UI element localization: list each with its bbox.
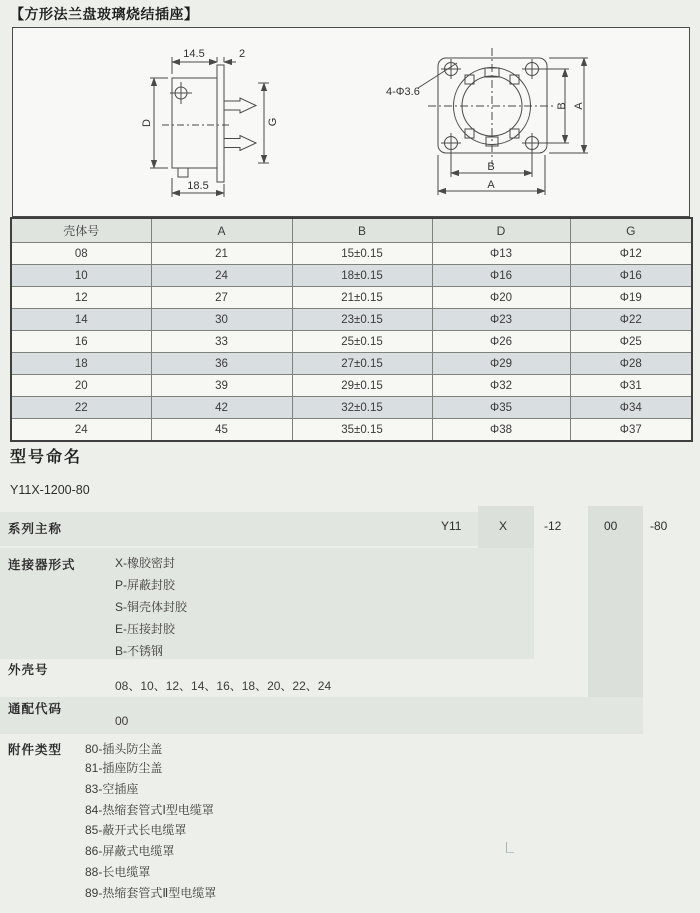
table-cell: 30 bbox=[151, 309, 292, 331]
side-view-drawing bbox=[118, 38, 323, 210]
table-cell: 18±0.15 bbox=[292, 265, 432, 287]
table-row bbox=[11, 331, 692, 353]
table-header-cell: 壳体号 bbox=[11, 218, 151, 243]
table-cell: Φ25 bbox=[570, 331, 692, 353]
table-cell: 42 bbox=[151, 397, 292, 419]
table-cell: Φ20 bbox=[432, 287, 570, 309]
connector-form-item: X-橡胶密封 bbox=[115, 556, 176, 570]
table-row bbox=[11, 397, 692, 419]
common-code-value: 00 bbox=[115, 714, 129, 728]
table-row bbox=[11, 375, 692, 397]
table-cell: 36 bbox=[151, 353, 292, 375]
table-row bbox=[11, 309, 692, 331]
table-cell: Φ16 bbox=[570, 265, 692, 287]
shell-no-values: 08、10、12、14、16、18、20、22、24 bbox=[115, 679, 332, 693]
dim-label-14-5: 14.5 bbox=[183, 48, 205, 60]
table-cell: 39 bbox=[151, 375, 292, 397]
connector-form-item: B-不锈钢 bbox=[115, 644, 164, 658]
table-cell: 22 bbox=[11, 397, 151, 419]
table-cell: 16 bbox=[11, 331, 151, 353]
table-cell: Φ12 bbox=[570, 243, 692, 265]
table-cell: 35±0.15 bbox=[292, 419, 432, 442]
table-cell: Φ34 bbox=[570, 397, 692, 419]
table-header-row bbox=[11, 218, 692, 243]
front-view-drawing bbox=[378, 40, 640, 208]
dim-label-18-5: 18.5 bbox=[187, 180, 209, 192]
common-code-label: 通配代码 bbox=[8, 702, 63, 716]
accessory-items bbox=[85, 758, 216, 904]
table-row bbox=[11, 287, 692, 309]
hole-callout-label: 4-Φ3.6 bbox=[386, 86, 420, 98]
contact-pin bbox=[224, 136, 256, 151]
table-row bbox=[11, 419, 692, 442]
series-label: 系列主称 bbox=[8, 522, 63, 536]
table-cell: Φ31 bbox=[570, 375, 692, 397]
common-code-band bbox=[0, 697, 643, 734]
code-segment-accessory: -80 bbox=[650, 519, 668, 533]
table-cell: 45 bbox=[151, 419, 292, 442]
table-cell: 23±0.15 bbox=[292, 309, 432, 331]
table-cell: Φ26 bbox=[432, 331, 570, 353]
table-cell: 32±0.15 bbox=[292, 397, 432, 419]
dim-label-2: 2 bbox=[238, 48, 246, 60]
accessory-label: 附件类型 bbox=[8, 743, 63, 757]
accessory-item: 81-插座防尘盖 bbox=[85, 761, 163, 775]
series-band bbox=[0, 512, 478, 546]
table-cell: Φ37 bbox=[570, 419, 692, 442]
table-cell: 14 bbox=[11, 309, 151, 331]
table-cell: Φ35 bbox=[432, 397, 570, 419]
table-header-cell: G bbox=[570, 218, 692, 243]
code-segment-shell: -12 bbox=[544, 519, 562, 533]
table-cell: 12 bbox=[11, 287, 151, 309]
table-cell: 08 bbox=[11, 243, 151, 265]
table-cell: 29±0.15 bbox=[292, 375, 432, 397]
table-cell: Φ23 bbox=[432, 309, 570, 331]
connector-form-item: P-屏蔽封胶 bbox=[115, 578, 176, 592]
table-cell: 21 bbox=[151, 243, 292, 265]
table-row bbox=[11, 265, 692, 287]
table-cell: Φ13 bbox=[432, 243, 570, 265]
connector-form-item: S-铜壳体封胶 bbox=[115, 600, 188, 614]
contact-pin bbox=[224, 98, 256, 113]
code-segment-series: Y11 bbox=[441, 519, 462, 533]
table-cell: Φ28 bbox=[570, 353, 692, 375]
dim-label-g: G bbox=[267, 117, 279, 127]
code-segment-form: X bbox=[499, 519, 508, 533]
connector-form-label: 连接器形式 bbox=[8, 558, 76, 572]
accessory-item: 80-插头防尘盖 bbox=[85, 742, 163, 756]
table-cell: 15±0.15 bbox=[292, 243, 432, 265]
table-cell: 33 bbox=[151, 331, 292, 353]
table-cell: 27 bbox=[151, 287, 292, 309]
accessory-item: 86-屏蔽式电缆罩 bbox=[85, 844, 175, 859]
table-header-cell: A bbox=[151, 218, 292, 243]
table-cell: 18 bbox=[11, 353, 151, 375]
segment-column-00 bbox=[588, 506, 643, 697]
code-segment-code: 00 bbox=[604, 519, 618, 533]
table-cell: Φ16 bbox=[432, 265, 570, 287]
side-view-outline bbox=[150, 57, 269, 197]
table-row bbox=[11, 353, 692, 375]
connector-form-item: E-压接封胶 bbox=[115, 622, 176, 636]
table-cell: Φ19 bbox=[570, 287, 692, 309]
table-header-cell: B bbox=[292, 218, 432, 243]
accessory-item: 85-蔽开式长电缆罩 bbox=[85, 823, 187, 838]
dim-label-a-right: A bbox=[573, 102, 585, 110]
model-number-example: Y11X-1200-80 bbox=[10, 483, 90, 497]
shell-no-label: 外壳号 bbox=[8, 663, 49, 677]
table-cell: 10 bbox=[11, 265, 151, 287]
table-cell: 20 bbox=[11, 375, 151, 397]
connector-form-band bbox=[0, 548, 534, 659]
table-header-cell: D bbox=[432, 218, 570, 243]
dim-label-b-bottom: B bbox=[487, 161, 495, 173]
table-cell: 25±0.15 bbox=[292, 331, 432, 353]
table-cell: 24 bbox=[11, 419, 151, 442]
accessory-item: 88-长电缆罩 bbox=[85, 864, 151, 879]
table-row bbox=[11, 243, 692, 265]
table-cell: Φ29 bbox=[432, 353, 570, 375]
model-naming-heading: 型号命名 bbox=[10, 449, 83, 466]
dim-label-a-bottom: A bbox=[487, 179, 495, 191]
table-cell: Φ32 bbox=[432, 375, 570, 397]
accessory-item: 84-热缩套管式Ⅰ型电缆罩 bbox=[85, 802, 214, 817]
table-cell: 24 bbox=[151, 265, 292, 287]
pen-mark-artifact bbox=[506, 842, 514, 853]
table-cell: Φ38 bbox=[432, 419, 570, 442]
connector-form-items bbox=[115, 552, 187, 662]
accessory-item: 83-空插座 bbox=[85, 781, 139, 796]
table-cell: 27±0.15 bbox=[292, 353, 432, 375]
dim-label-d: D bbox=[141, 119, 153, 127]
dim-label-b-right: B bbox=[556, 102, 568, 110]
accessory-item: 89-热缩套管式Ⅱ型电缆罩 bbox=[85, 885, 217, 900]
page-title: 【方形法兰盘玻璃烧结插座】 bbox=[10, 6, 199, 22]
front-view-outline bbox=[418, 48, 588, 195]
table-cell: Φ22 bbox=[570, 309, 692, 331]
dimensions-table bbox=[10, 217, 693, 442]
table-cell: 21±0.15 bbox=[292, 287, 432, 309]
